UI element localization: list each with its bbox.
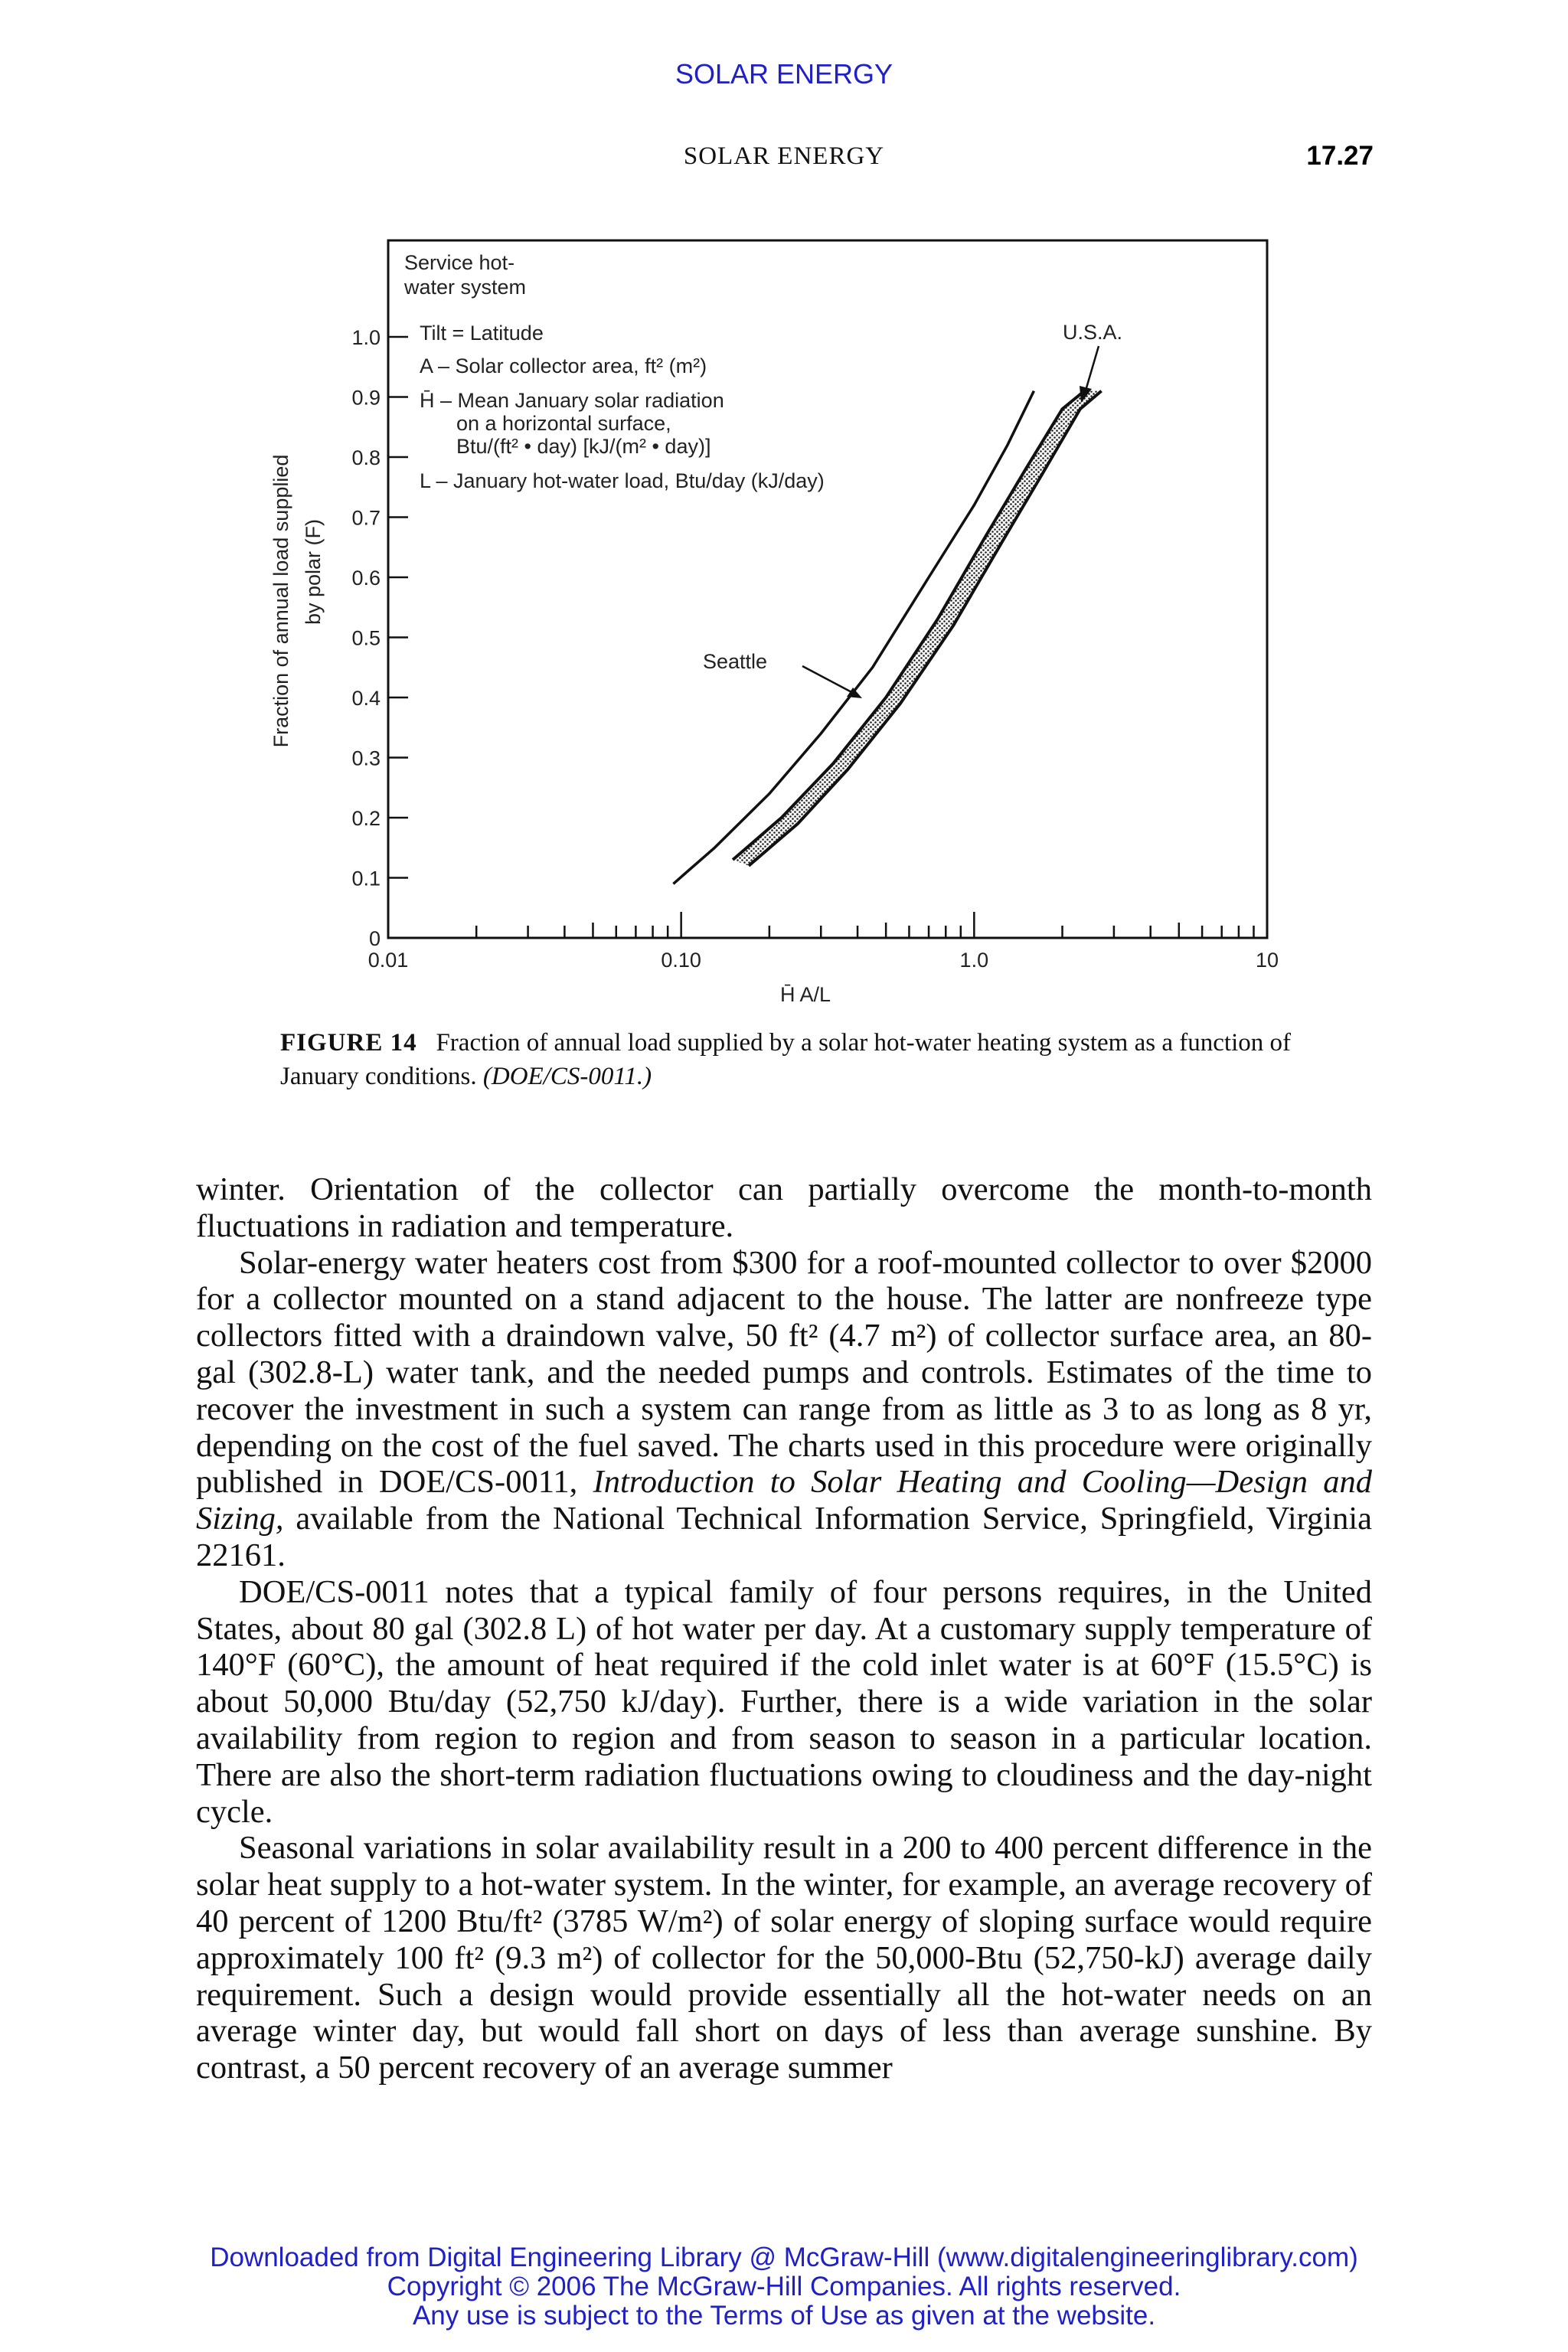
x-tick-label: 0.01 bbox=[368, 949, 409, 972]
y-tick-label: 0 bbox=[368, 927, 381, 950]
page-number: 17.27 bbox=[1306, 141, 1374, 171]
paragraph-2-text-b: available from the National Technical Information Service, Springfield, Virginia 22161. bbox=[196, 1501, 1372, 1573]
usa-arrow-line bbox=[1086, 346, 1099, 390]
paragraph-2 bbox=[196, 1245, 1372, 1574]
legend-line-2: water system bbox=[404, 276, 527, 299]
usa-label: U.S.A. bbox=[1063, 321, 1123, 344]
figure-caption-label: FIGURE 14 bbox=[280, 1029, 417, 1057]
body-text bbox=[196, 1171, 1372, 2086]
usa-band-upper-line bbox=[733, 391, 1084, 860]
x-tick-label: 0.10 bbox=[661, 949, 701, 972]
running-header: SOLAR ENERGY bbox=[683, 142, 885, 170]
paragraph-2-book-title: Introduction to Solar Heating and Cooling—Design and Sizing, bbox=[196, 1464, 1373, 1537]
figure-caption bbox=[280, 1026, 1291, 1093]
legend-radiation-1: H̄ – Mean January solar radiation bbox=[420, 389, 724, 412]
figure-caption-source: (DOE/CS-0011.) bbox=[482, 1063, 652, 1090]
footer-download-link[interactable]: Downloaded from Digital Engineering Library @ McGraw-Hill (www.digitalengineeringlibrary.com) bbox=[210, 2243, 1358, 2272]
x-tick-label: 1.0 bbox=[959, 949, 989, 972]
y-tick-label: 0.8 bbox=[351, 446, 381, 469]
y-tick-label: 0.7 bbox=[351, 506, 381, 530]
paragraph-4: Seasonal variations in solar availability result in a 200 to 400 percent difference in the solar heat supply to a hot-water system. In the winter, for example, an average recovery of 40 percent of 1200 Btu/ft² (3785 W/m²) of solar energy of sloping surface would require approximately 100 ft² (9.3 m²) of collector for the 50,000-Btu (52,750-kJ) average daily requirement. Such a design would provide essentially all the hot-water needs on an average winter day, but would fall short on days of less than average sunshine. By contrast, a 50 percent recovery of an average summer bbox=[196, 1830, 1372, 2086]
seattle-arrow-line bbox=[802, 666, 854, 694]
y-axis-label-line-1: Fraction of annual load supplied bbox=[270, 454, 292, 748]
x-tick-label: 10 bbox=[1255, 949, 1279, 972]
y-tick-label: 0.1 bbox=[351, 867, 381, 890]
x-axis-label: H̄ A/L bbox=[779, 983, 831, 1006]
y-tick-label: 0.5 bbox=[351, 626, 381, 650]
top-title-link[interactable]: SOLAR ENERGY bbox=[675, 58, 893, 90]
paragraph-3: DOE/CS-0011 notes that a typical family of four persons requires, in the United States, about 80 gal (302.8 L) of hot water per day. At a customary supply temperature of 140°F (60°C), the amount of heat required if the cold inlet water is at 60°F (15.5°C) is about 50,000 Btu/day (52,750 kJ/day). Further, there is a wide variation in the solar availability from region to region and from season to season in a particular location. There are also the short-term radiation fluctuations owing to cloudiness and the day-night cycle. bbox=[196, 1573, 1372, 1830]
y-tick-label: 1.0 bbox=[351, 326, 381, 349]
y-tick-label: 0.2 bbox=[351, 807, 381, 830]
y-axis-label-line-2: by polar (F) bbox=[302, 518, 325, 626]
y-tick-label: 0.6 bbox=[351, 567, 381, 590]
paragraph-1: winter. Orientation of the collector can partially overcome the month-to-month fluctuations in radiation and temperature. bbox=[196, 1171, 1372, 1244]
legend-line-1: Service hot- bbox=[404, 251, 515, 274]
seattle-line bbox=[673, 391, 1034, 884]
legend-load: L – January hot-water load, Btu/day (kJ/day) bbox=[420, 469, 825, 492]
legend-radiation-3: Btu/(ft² • day) [kJ/(m² • day)] bbox=[456, 435, 711, 458]
figure-caption-text: Fraction of annual load supplied by a solar hot-water heating system as a function of January conditions. bbox=[280, 1029, 1292, 1090]
figure-14 bbox=[268, 230, 1309, 1014]
legend-tilt: Tilt = Latitude bbox=[420, 322, 544, 345]
seattle-label: Seattle bbox=[703, 650, 768, 673]
footer-terms[interactable]: Any use is subject to the Terms of Use as given at the website. bbox=[412, 2301, 1156, 2331]
legend-area: A – Solar collector area, ft² (m²) bbox=[420, 354, 707, 377]
usa-band-fill bbox=[733, 391, 1102, 866]
paragraph-2-text-a: Solar-energy water heaters cost from $300 for a roof-mounted collector to over $2000 for a collector mounted on a stand adjacent to the house. The latter are nonfreeze type collectors fitted with a draindown valve, 50 ft² (4.7 m²) of collector surface area, an 80-gal (302.8-L) water tank, and the needed pumps and controls. Estimates of the time to recover the investment in such a system can range from as little as 3 to as long as 8 yr, depending on the cost of the fuel saved. The charts used in this procedure were originally published in DOE/CS-0011, bbox=[196, 1244, 1372, 1501]
footer-copyright: Copyright © 2006 The McGraw-Hill Companies. All rights reserved. bbox=[387, 2272, 1181, 2301]
y-tick-label: 0.4 bbox=[351, 687, 381, 710]
y-tick-label: 0.3 bbox=[351, 746, 381, 770]
legend-radiation-2: on a horizontal surface, bbox=[456, 412, 671, 435]
solar-fraction-chart bbox=[268, 230, 1309, 1011]
footer bbox=[0, 2243, 1568, 2331]
y-tick-label: 0.9 bbox=[351, 386, 381, 410]
plot-frame bbox=[388, 240, 1267, 938]
